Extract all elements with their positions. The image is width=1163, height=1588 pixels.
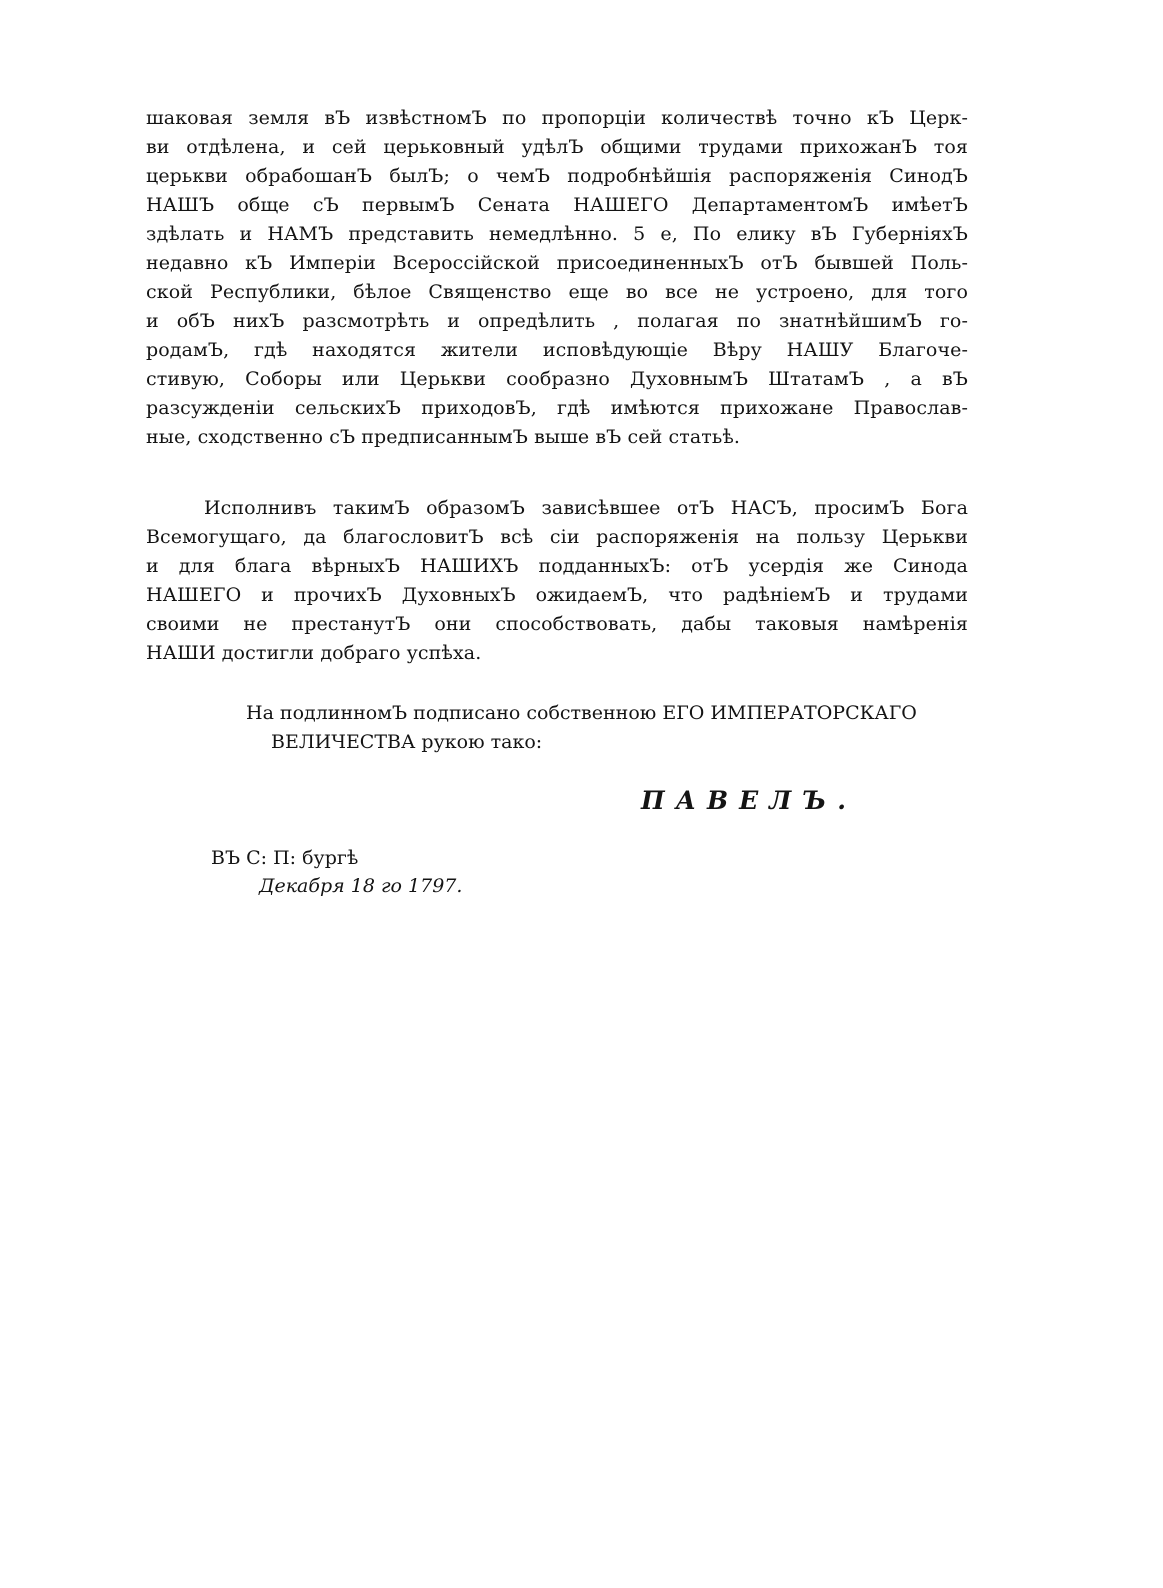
- place-of-signing: ВЪ С: П: бургѣ: [211, 847, 359, 869]
- text-line: НАШИ достигли добраго успѣха.: [146, 642, 482, 664]
- text-line: Исполнивъ такимЪ образомЪ зависѣвшее отЪ НАСЪ, просимЪ Бога: [204, 497, 968, 519]
- text-line: ви отдѣлена, и сей церьковный удѣлЪ общими трудами прихожанЪ тоя: [146, 136, 968, 158]
- text-line: и для блага вѣрныхЪ НАШИХЪ подданныхЪ: отЪ усердія же Синода: [146, 555, 968, 577]
- signature: ПАВЕЛЪ.: [641, 786, 857, 815]
- signature-note-line-1: На подлинномЪ подписано собственною ЕГО ИМПЕРАТОРСКАГО: [246, 702, 917, 724]
- text-line: и обЪ нихЪ разсмотрѣть и опредѣлить , полагая по знатнѣйшимЪ го-: [146, 310, 968, 332]
- text-line: НАШЕГО и прочихЪ ДуховныхЪ ожидаемЪ, что радѣніемЪ и трудами: [146, 584, 968, 606]
- text-line: недавно кЪ Имперіи Всероссійской присоединенныхЪ отЪ бывшей Поль-: [146, 252, 968, 274]
- text-line: стивую, Соборы или Церькви сообразно ДуховнымЪ ШтатамЪ , а вЪ: [146, 368, 968, 390]
- text-line: здѣлать и НАМЪ представить немедлѣнно. 5 е, По елику вЪ ГуберніяхЪ: [146, 223, 968, 245]
- text-line: ской Республики, бѣлое Священство еще во все не устроено, для того: [146, 281, 968, 303]
- text-line: НАШЪ обще сЪ первымЪ Сената НАШЕГО ДепартаментомЪ имѣетЪ: [146, 194, 968, 216]
- signature-note-line-2: ВЕЛИЧЕСТВА рукою тако:: [271, 731, 543, 753]
- text-line: разсужденіи сельскихЪ приходовЪ, гдѣ имѣются прихожане Православ-: [146, 397, 968, 419]
- paragraph-main: [146, 104, 968, 452]
- text-line: шаковая земля вЪ извѣстномЪ по пропорціи количествѣ точно кЪ Церк-: [146, 107, 968, 129]
- date-of-signing: Декабря 18 го 1797.: [259, 875, 463, 897]
- text-line: ные, сходственно сЪ предписаннымЪ выше вЪ сей статьѣ.: [146, 426, 741, 448]
- text-line: родамЪ, гдѣ находятся жители исповѣдующіе Вѣру НАШУ Благоче-: [146, 339, 968, 361]
- text-line: Всемогущаго, да благословитЪ всѣ сіи распоряженія на пользу Церькви: [146, 526, 968, 548]
- text-line: своими не престанутЪ они способствовать, дабы таковыя намѣренія: [146, 613, 968, 635]
- text-line: церькви обрабошанЪ былЪ; о чемЪ подробнѣйшія распоряженія СинодЪ: [146, 165, 968, 187]
- paragraph-closing: [146, 494, 968, 668]
